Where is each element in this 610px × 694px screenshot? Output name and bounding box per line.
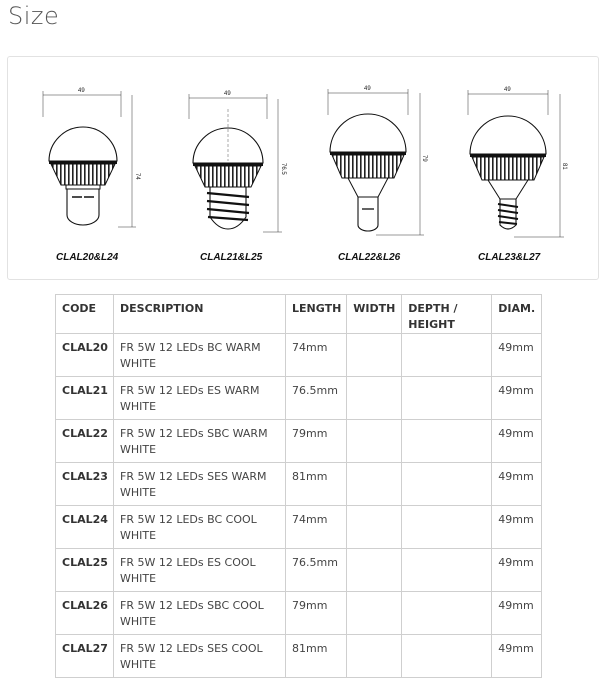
cell-diam: 49mm <box>492 592 542 635</box>
table-row <box>56 506 542 549</box>
bulb-drawing-es <box>189 91 286 263</box>
cell-length: 79mm <box>286 420 347 463</box>
bulb-drawing-bc <box>43 88 140 263</box>
cell-code: CLAL24 <box>56 506 114 549</box>
column-header-description: DESCRIPTION <box>114 295 286 334</box>
cell-description: FR 5W 12 LEDs SES WARM WHITE <box>114 463 286 506</box>
cell-diam: 49mm <box>492 377 542 420</box>
cell-code: CLAL26 <box>56 592 114 635</box>
table-row <box>56 463 542 506</box>
bulb-3-caption: CLAL22&L26 <box>338 252 401 263</box>
table-row <box>56 377 542 420</box>
cell-code: CLAL22 <box>56 420 114 463</box>
column-header-width: WIDTH <box>347 295 402 334</box>
cell-description: FR 5W 12 LEDs BC WARM WHITE <box>114 334 286 377</box>
cell-code: CLAL25 <box>56 549 114 592</box>
cell-diam: 49mm <box>492 463 542 506</box>
bulb-2-width-dim: 49 <box>224 91 231 97</box>
cell-diam: 49mm <box>492 549 542 592</box>
table-header-row <box>56 295 542 334</box>
cell-width <box>347 635 402 678</box>
bulb-4-height-dim: 81 <box>561 163 567 170</box>
cell-depth <box>402 506 492 549</box>
specification-table <box>55 294 542 678</box>
cell-code: CLAL21 <box>56 377 114 420</box>
bulb-4-width-dim: 49 <box>504 87 511 93</box>
section-title: Size <box>8 2 60 30</box>
bulb-dimension-drawing <box>7 56 599 280</box>
cell-width <box>347 549 402 592</box>
table-row <box>56 635 542 678</box>
cell-length: 76.5mm <box>286 549 347 592</box>
column-header-code: CODE <box>56 295 114 334</box>
cell-depth <box>402 549 492 592</box>
cell-code: CLAL27 <box>56 635 114 678</box>
cell-depth <box>402 334 492 377</box>
table-row <box>56 549 542 592</box>
cell-length: 79mm <box>286 592 347 635</box>
cell-description: FR 5W 12 LEDs SBC COOL WHITE <box>114 592 286 635</box>
cell-length: 76.5mm <box>286 377 347 420</box>
cell-description: FR 5W 12 LEDs ES WARM WHITE <box>114 377 286 420</box>
cell-length: 81mm <box>286 635 347 678</box>
column-header-length: LENGTH <box>286 295 347 334</box>
bulb-1-height-dim: 74 <box>134 173 140 180</box>
bulb-3-width-dim: 49 <box>364 86 371 92</box>
column-header-depth-height: DEPTH / HEIGHT <box>402 295 492 334</box>
bulb-3-height-dim: 79 <box>421 155 427 162</box>
bulb-1-width-dim: 49 <box>78 88 85 94</box>
cell-length: 74mm <box>286 334 347 377</box>
cell-width <box>347 377 402 420</box>
cell-diam: 49mm <box>492 420 542 463</box>
table-row <box>56 334 542 377</box>
bulb-4-caption: CLAL23&L27 <box>478 252 541 263</box>
cell-depth <box>402 377 492 420</box>
cell-depth <box>402 592 492 635</box>
bulb-1-caption: CLAL20&L24 <box>56 252 119 263</box>
cell-code: CLAL23 <box>56 463 114 506</box>
bulb-2-height-dim: 76.5 <box>280 163 286 175</box>
cell-description: FR 5W 12 LEDs SBC WARM WHITE <box>114 420 286 463</box>
column-header-diam: DIAM. <box>492 295 542 334</box>
cell-depth <box>402 463 492 506</box>
cell-length: 81mm <box>286 463 347 506</box>
cell-description: FR 5W 12 LEDs ES COOL WHITE <box>114 549 286 592</box>
cell-width <box>347 463 402 506</box>
cell-width <box>347 506 402 549</box>
cell-description: FR 5W 12 LEDs BC COOL WHITE <box>114 506 286 549</box>
cell-length: 74mm <box>286 506 347 549</box>
cell-depth <box>402 420 492 463</box>
table-row <box>56 420 542 463</box>
cell-diam: 49mm <box>492 635 542 678</box>
cell-code: CLAL20 <box>56 334 114 377</box>
cell-width <box>347 334 402 377</box>
cell-depth <box>402 635 492 678</box>
bulb-2-caption: CLAL21&L25 <box>200 252 263 263</box>
cell-diam: 49mm <box>492 334 542 377</box>
bulb-drawing-ses <box>468 87 567 263</box>
cell-diam: 49mm <box>492 506 542 549</box>
cell-width <box>347 420 402 463</box>
cell-width <box>347 592 402 635</box>
cell-description: FR 5W 12 LEDs SES COOL WHITE <box>114 635 286 678</box>
table-row <box>56 592 542 635</box>
bulb-drawing-sbc <box>328 86 427 263</box>
